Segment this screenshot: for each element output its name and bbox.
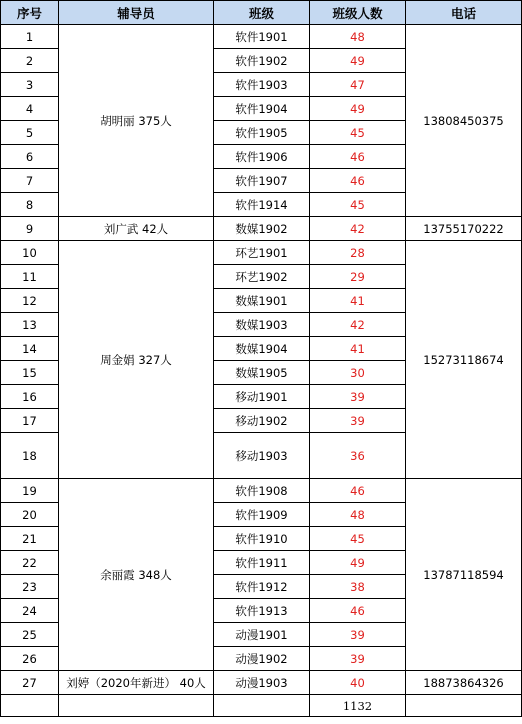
count-cell: 46	[310, 169, 406, 193]
header-phone: 电话	[406, 1, 522, 25]
class-cell: 软件1911	[214, 551, 310, 575]
seq-cell: 19	[1, 479, 59, 503]
count-cell: 38	[310, 575, 406, 599]
class-cell: 环艺1902	[214, 265, 310, 289]
count-cell: 46	[310, 599, 406, 623]
seq-cell: 6	[1, 145, 59, 169]
class-cell: 动漫1902	[214, 647, 310, 671]
class-cell: 环艺1901	[214, 241, 310, 265]
seq-cell: 10	[1, 241, 59, 265]
class-cell: 移动1901	[214, 385, 310, 409]
class-cell: 软件1910	[214, 527, 310, 551]
total-empty-phone	[406, 695, 522, 717]
header-class: 班级	[214, 1, 310, 25]
seq-cell: 21	[1, 527, 59, 551]
count-cell: 30	[310, 361, 406, 385]
phone-cell: 18873864326	[406, 671, 522, 695]
table-row	[1, 217, 522, 241]
seq-cell: 3	[1, 73, 59, 97]
class-cell: 软件1902	[214, 49, 310, 73]
class-cell: 动漫1901	[214, 623, 310, 647]
seq-cell: 24	[1, 599, 59, 623]
count-cell: 46	[310, 145, 406, 169]
count-cell: 39	[310, 385, 406, 409]
seq-cell: 17	[1, 409, 59, 433]
seq-cell: 12	[1, 289, 59, 313]
phone-cell: 13787118594	[406, 479, 522, 671]
class-cell: 移动1902	[214, 409, 310, 433]
header-seq: 序号	[1, 1, 59, 25]
class-cell: 软件1904	[214, 97, 310, 121]
seq-cell: 13	[1, 313, 59, 337]
class-cell: 软件1901	[214, 25, 310, 49]
class-cell: 数媒1901	[214, 289, 310, 313]
seq-cell: 11	[1, 265, 59, 289]
count-cell: 45	[310, 193, 406, 217]
count-cell: 36	[310, 433, 406, 479]
seq-cell: 14	[1, 337, 59, 361]
class-cell: 软件1912	[214, 575, 310, 599]
count-cell: 48	[310, 503, 406, 527]
count-cell: 40	[310, 671, 406, 695]
seq-cell: 23	[1, 575, 59, 599]
total-count-cell: 1132	[310, 695, 406, 717]
count-cell: 47	[310, 73, 406, 97]
class-cell: 软件1905	[214, 121, 310, 145]
class-cell: 软件1913	[214, 599, 310, 623]
counselor-cell: 刘婷（2020年新进） 40人	[59, 671, 214, 695]
class-cell: 移动1903	[214, 433, 310, 479]
seq-cell: 8	[1, 193, 59, 217]
count-cell: 42	[310, 313, 406, 337]
count-cell: 49	[310, 49, 406, 73]
count-cell: 45	[310, 121, 406, 145]
class-cell: 动漫1903	[214, 671, 310, 695]
seq-cell: 4	[1, 97, 59, 121]
class-cell: 数媒1903	[214, 313, 310, 337]
count-cell: 42	[310, 217, 406, 241]
class-cell: 数媒1902	[214, 217, 310, 241]
count-cell: 46	[310, 479, 406, 503]
count-cell: 39	[310, 623, 406, 647]
table-row	[1, 241, 522, 265]
count-cell: 39	[310, 647, 406, 671]
phone-cell: 15273118674	[406, 241, 522, 479]
header-count: 班级人数	[310, 1, 406, 25]
seq-cell: 20	[1, 503, 59, 527]
total-empty-class	[214, 695, 310, 717]
class-cell: 软件1906	[214, 145, 310, 169]
class-cell: 数媒1905	[214, 361, 310, 385]
class-cell: 软件1908	[214, 479, 310, 503]
seq-cell: 7	[1, 169, 59, 193]
seq-cell: 26	[1, 647, 59, 671]
class-cell: 软件1907	[214, 169, 310, 193]
seq-cell: 25	[1, 623, 59, 647]
seq-cell: 27	[1, 671, 59, 695]
count-cell: 29	[310, 265, 406, 289]
count-cell: 39	[310, 409, 406, 433]
phone-cell: 13808450375	[406, 25, 522, 217]
total-row	[1, 695, 522, 717]
seq-cell: 16	[1, 385, 59, 409]
seq-cell: 18	[1, 433, 59, 479]
class-cell: 软件1914	[214, 193, 310, 217]
count-cell: 49	[310, 97, 406, 121]
table-row	[1, 25, 522, 49]
count-cell: 48	[310, 25, 406, 49]
total-empty-counselor	[59, 695, 214, 717]
seq-cell: 15	[1, 361, 59, 385]
total-empty-seq	[1, 695, 59, 717]
table-row	[1, 479, 522, 503]
class-cell: 数媒1904	[214, 337, 310, 361]
counselor-cell: 刘广武 42人	[59, 217, 214, 241]
count-cell: 41	[310, 337, 406, 361]
seq-cell: 9	[1, 217, 59, 241]
seq-cell: 2	[1, 49, 59, 73]
count-cell: 41	[310, 289, 406, 313]
class-cell: 软件1909	[214, 503, 310, 527]
counselor-cell: 余丽霞 348人	[59, 479, 214, 671]
class-cell: 软件1903	[214, 73, 310, 97]
table-row	[1, 671, 522, 695]
count-cell: 49	[310, 551, 406, 575]
seq-cell: 1	[1, 25, 59, 49]
count-cell: 28	[310, 241, 406, 265]
counselor-cell: 周金娟 327人	[59, 241, 214, 479]
count-cell: 45	[310, 527, 406, 551]
phone-cell: 13755170222	[406, 217, 522, 241]
header-counselor: 辅导员	[59, 1, 214, 25]
counselor-cell: 胡明丽 375人	[59, 25, 214, 217]
header-row	[1, 1, 522, 25]
seq-cell: 22	[1, 551, 59, 575]
seq-cell: 5	[1, 121, 59, 145]
